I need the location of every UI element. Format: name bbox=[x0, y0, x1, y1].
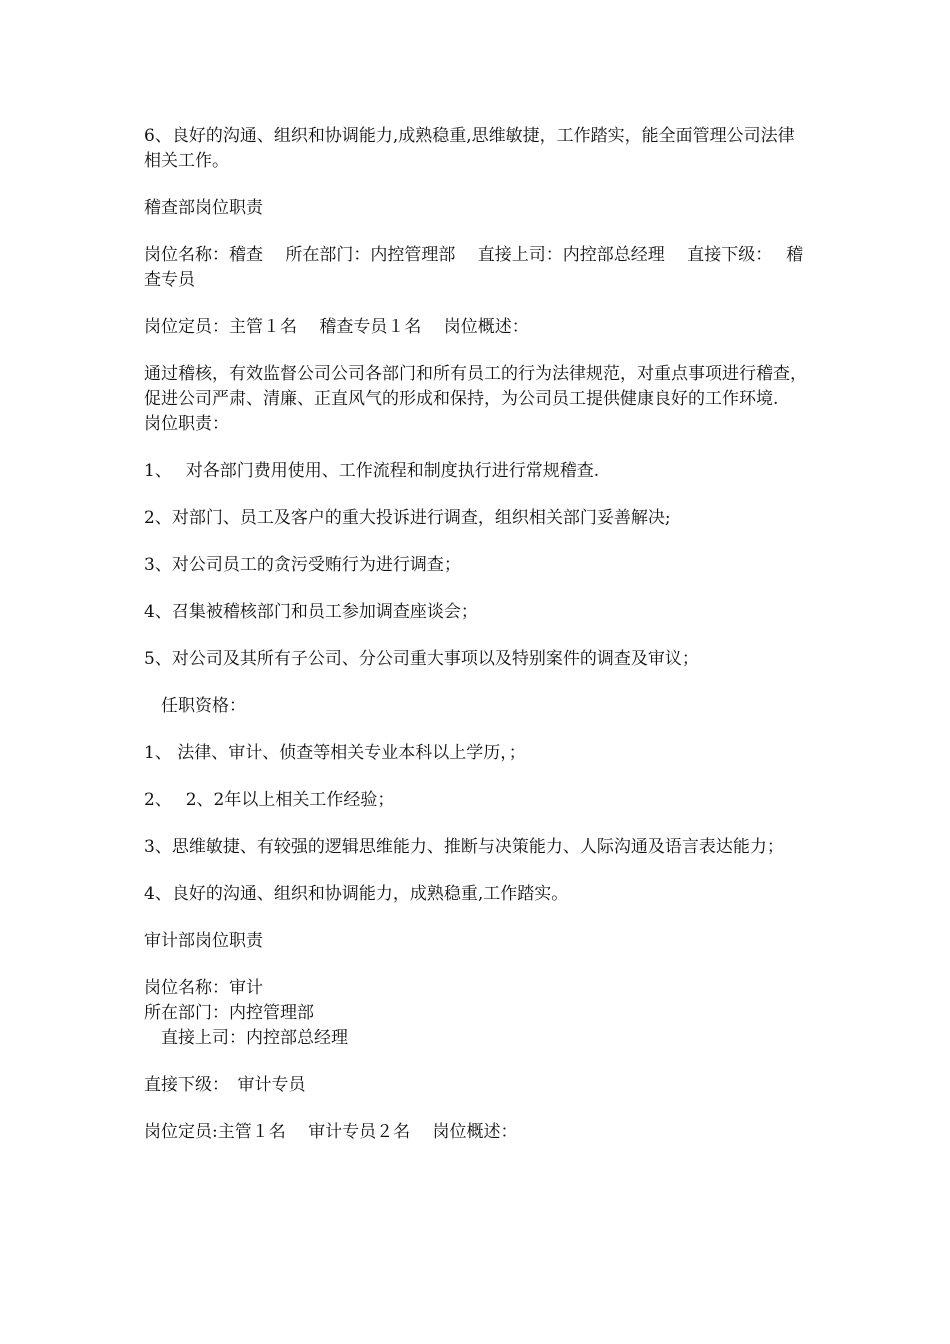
audit-staffing: 岗位定员:主管１名 审计专员２名 岗位概述： bbox=[144, 1122, 518, 1142]
heading-audit-dept: 审计部岗位职责 bbox=[144, 931, 263, 951]
audit-department: 所在部门：内控管理部 bbox=[144, 1003, 314, 1023]
heading-inspection-dept: 稽查部岗位职责 bbox=[144, 198, 263, 218]
list-item-duty-3: 3、对公司员工的贪污受贿行为进行调查； bbox=[144, 555, 461, 575]
list-item-duty-1: 1、 对各部门费用使用、工作流程和制度执行进行常规稽查. bbox=[144, 461, 600, 481]
list-item-duty-4: 4、召集被稽核部门和员工参加调查座谈会； bbox=[144, 602, 478, 622]
paragraph-inspection-overview: 通过稽核，有效监督公司公司各部门和所有员工的行为法律规范，对重点事项进行稽查，促进公司严肃、清廉、正直风气的形成和保持，为公司员工提供健康良好的工作环境. 岗位职责： bbox=[144, 364, 807, 434]
paragraph-inspection-position-info: 岗位名称：稽查 所在部门：内控管理部 直接上司：内控部总经理 直接下级： 稽查专员 bbox=[144, 245, 804, 290]
list-item-duty-2: 2、对部门、员工及客户的重大投诉进行调查，组织相关部门妥善解决; bbox=[144, 508, 671, 528]
spacer bbox=[144, 1051, 808, 1073]
paragraph-legal-qualification-6: 6、良好的沟通、组织和协调能力,成熟稳重,思维敏捷，工作踏实，能全面管理公司法律相关工作。 bbox=[144, 126, 795, 171]
list-item-duty-5: 5、对公司及其所有子公司、分公司重大事项以及特别案件的调查及审议； bbox=[144, 649, 699, 669]
list-item-qualification-4: 4、良好的沟通、组织和协调能力，成熟稳重,工作踏实。 bbox=[144, 884, 569, 904]
audit-position-block bbox=[144, 976, 808, 1051]
heading-qualifications: 任职资格： bbox=[144, 696, 246, 716]
document-page bbox=[144, 124, 808, 1167]
list-item-qualification-1: 1、 法律、审计、侦查等相关专业本科以上学历，； bbox=[144, 743, 526, 763]
list-item-qualification-2: 2、 2、2年以上相关工作经验； bbox=[144, 790, 395, 810]
list-item-qualification-3: 3、思维敏捷、有较强的逻辑思维能力、推断与决策能力、人际沟通及语言表达能力； bbox=[144, 837, 784, 857]
audit-position-name: 岗位名称：审计 bbox=[144, 978, 263, 998]
audit-supervisor: 直接上司：内控部总经理 bbox=[144, 1028, 348, 1048]
audit-subordinate: 直接下级： 审计专员 bbox=[144, 1075, 306, 1095]
paragraph-inspection-staffing: 岗位定员：主管１名 稽查专员１名 岗位概述： bbox=[144, 317, 529, 337]
